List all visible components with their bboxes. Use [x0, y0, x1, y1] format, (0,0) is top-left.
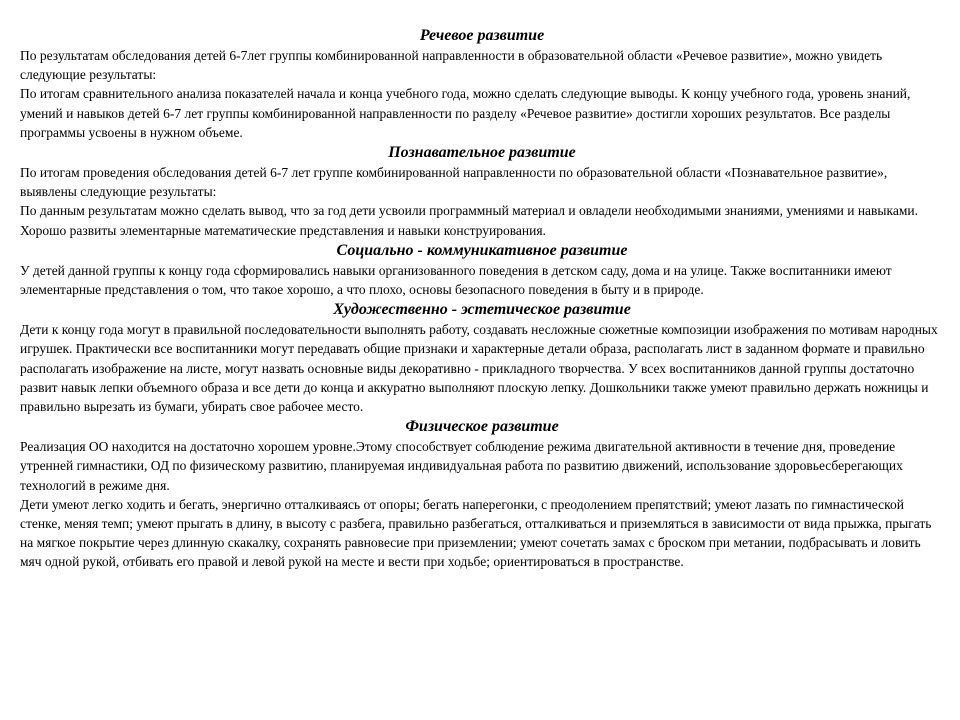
- section-title-artistic: Художественно - эстетическое развитие: [333, 301, 631, 319]
- section-title-physical: Физическое развитие: [405, 418, 559, 436]
- section-physical-paragraph-2: Дети умеют легко ходить и бегать, энергично отталкиваясь от опоры; бегать наперегонки, с преодолением препятствий; умеют лазать по гимнастической стенке, меняя темп; умеют прыгать в длину, в высоту с разбега, правильно разбегаться, отталкиваться и приземляться в зависимости от вида прыжка, прыгать на мягкое покрытие через длинную скакалку, сохранять равновесие при приземлении; умеют сочетать замах с броском при метании, подбрасывать и ловить мяч одной рукой, отбивать его правой и левой рукой на месте и вести при ходьбе; ориентироваться в пространстве.: [20, 496, 932, 570]
- section-cognitive-paragraph-2: По данным результатам можно сделать вывод, что за год дети усвоили программный материал и овладели необходимыми знаниями, умениями и навыками. Хорошо развиты элементарные математические представления и навыки конструирования.: [20, 203, 918, 238]
- section-physical: [20, 416, 944, 571]
- section-speech-paragraph-1: По результатам обследования детей 6-7лет группы комбинированной направленности в образовательной области «Речевое развитие», можно увидеть следующие результаты:: [20, 48, 883, 83]
- section-title-social: Социально - коммуникативное развитие: [336, 241, 628, 259]
- section-cognitive: [20, 142, 944, 240]
- section-physical-paragraph-1: Реализация ОО находится на достаточно хорошем уровне.Этому способствует соблюдение режима двигательной активности в течение дня, проведение утренней гимнастики, ОД по физическому развитию, планируемая индивидуальная работа по развитию движений, использование здоровьесберегающих технологий в режиме дня.: [20, 439, 903, 493]
- section-artistic-paragraph-1: Дети к концу года могут в правильной последовательности выполнять работу, создавать несложные сюжетные композиции изображения по мотивам народных игрушек. Практически все воспитанники могут передавать общие признаки и характерные детали образа, располагать лист в заданном формате и правильно располагать изображение на листе, могут назвать основные виды декоративно - прикладного творчества. У всех воспитанников данной группы достаточно развит навык лепки объемного образа и все дети до конца и аккуратно выполняют плоскую лепку. Дошкольники также умеют правильно держать ножницы и правильно вырезать из бумаги, убирать свое рабочее место.: [20, 322, 938, 415]
- section-title-cognitive: Познавательное развитие: [388, 144, 576, 162]
- section-speech: [20, 25, 944, 142]
- section-artistic: [20, 299, 944, 416]
- section-title-speech: Речевое развитие: [419, 27, 545, 44]
- section-social: [20, 240, 944, 299]
- section-social-paragraph-1: У детей данной группы к концу года сформировались навыки организованного поведения в детском саду, дома и на улице. Также воспитанники имеют элементарные представления о том, что такое хорошо, а что плохо, основы безопасного поведения в быту и в природе.: [20, 262, 892, 298]
- section-cognitive-paragraph-1: По итогам проведения обследования детей 6-7 лет группе комбинированной направленности по образовательной области «Познавательное развитие», выявлены следующие результаты:: [20, 165, 888, 200]
- section-speech-paragraph-2: По итогам сравнительного анализа показателей начала и конца учебного года, можно сделать следующие выводы. К концу учебного года, уровень знаний, умений и навыков детей 6-7 лет группы комбинированной направленности по разделу «Речевое развитие» достигли хороших результатов. Все разделы программы усвоены в нужном объеме.: [20, 86, 911, 140]
